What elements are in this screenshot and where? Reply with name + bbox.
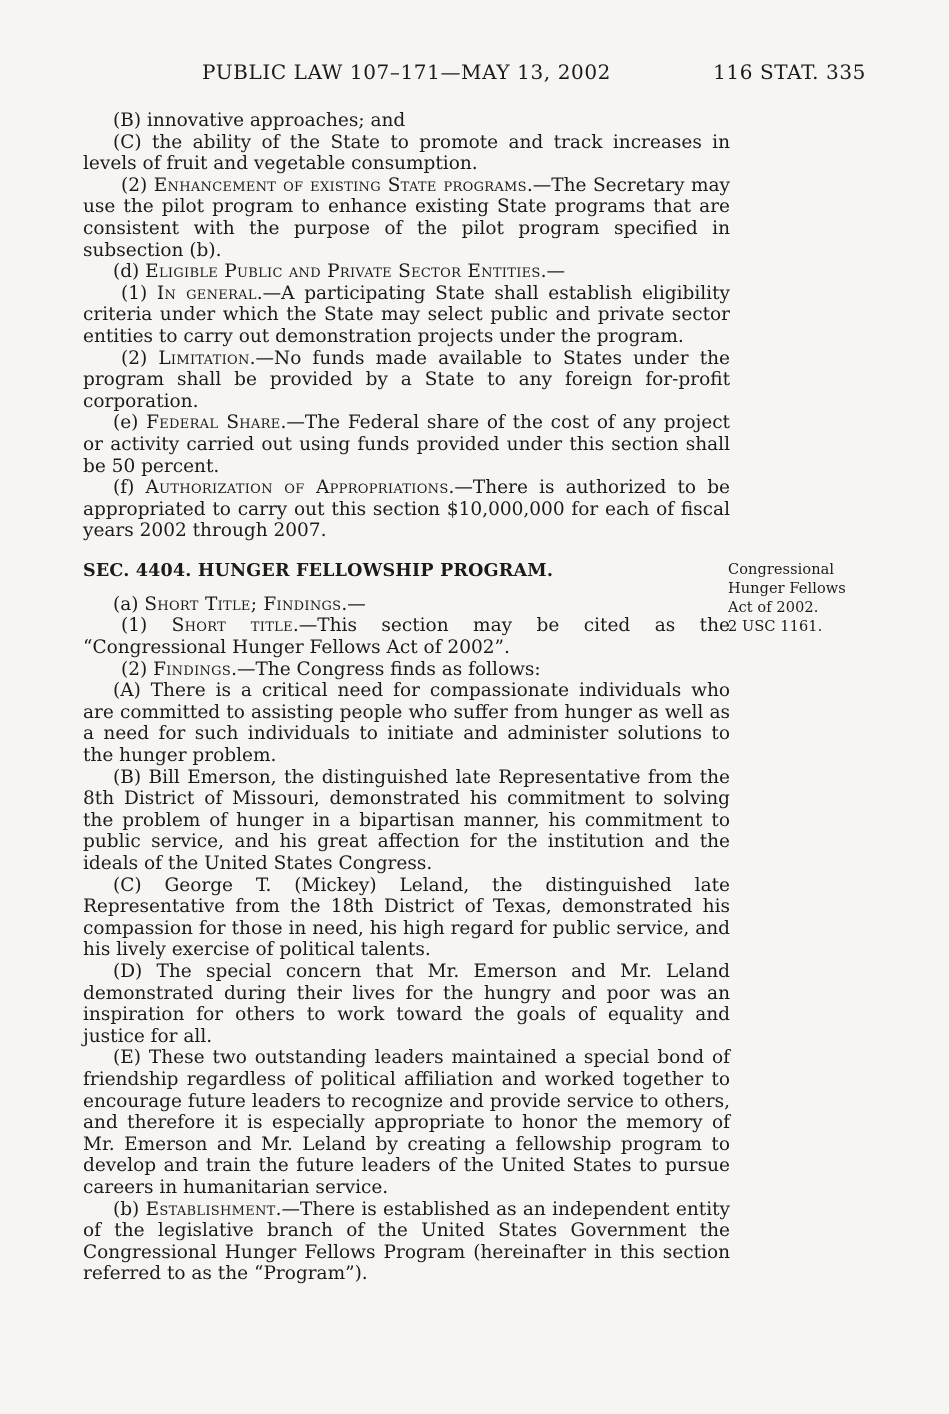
paragraphs-after-heading	[83, 594, 730, 1285]
statute-paragraph	[83, 594, 730, 616]
statute-paragraph	[83, 110, 730, 132]
smallcaps-run: Limitation	[158, 347, 250, 369]
statute-paragraph	[83, 875, 730, 961]
text-run: (E) These two outstanding leaders maintained a special bond of friendship regardless of political affiliation and worked together to encourage future leaders to recognize and provide service to others, and therefore it is especially appropriate to honor the memory of Mr. Emerson and Mr. Leland by creating a fellowship program to develop and train the future leaders of the United States to pursue careers in humanitarian service.	[83, 1047, 730, 1198]
text-run: (b)	[113, 1198, 146, 1220]
text-run: .—No funds made available to States under the program shall be provided by a State to any foreign for-profit corporation.	[83, 347, 730, 412]
statute-paragraph	[83, 615, 730, 658]
statute-paragraph	[83, 680, 730, 766]
text-run: (B) Bill Emerson, the distinguished late Representative from the 8th District of Missouri, demonstrated his commitment to solving the problem of hunger in a bipartisan manner, his commitment to public service, and his great affection for the institution and the ideals of the United States Congress.	[83, 766, 730, 874]
page-content	[83, 60, 866, 1285]
header-law-title: PUBLIC LAW 107–171—MAY 13, 2002	[201, 60, 611, 84]
text-run: .—There is authorized to be appropriated to carry out this section $10,000,000 for each of fiscal years 2002 through 2007.	[83, 477, 730, 542]
smallcaps-run: Short title	[171, 615, 293, 637]
statute-paragraph	[83, 961, 730, 1047]
text-run: .—A participating State shall establish eligibility criteria under which the State may select public and private sector entities to carry out demonstration projects under the program.	[83, 282, 730, 347]
margin-note-act-title: Congressional Hunger Fellows Act of 2002.	[728, 561, 846, 616]
smallcaps-run: In general	[156, 282, 257, 304]
statute-paragraph	[83, 283, 730, 348]
statute-paragraph	[83, 412, 730, 477]
smallcaps-run: Authorization of Appropriations	[145, 477, 449, 499]
smallcaps-run: Federal Share	[146, 412, 281, 434]
page-header	[83, 60, 866, 86]
statute-paragraph	[83, 659, 730, 681]
section-heading-text: SEC. 4404. HUNGER FELLOWSHIP PROGRAM.	[83, 560, 554, 581]
text-run: .—	[341, 593, 366, 615]
text-run: (D) The special concern that Mr. Emerson and Mr. Leland demonstrated during their lives for the hungry and poor was an inspiration for others to work toward the goals of equality and justice for all.	[83, 960, 730, 1047]
smallcaps-run: Eligible Public and Private Sector Entities	[145, 261, 541, 283]
text-run: (B) innovative approaches; and	[113, 110, 406, 131]
text-run: (a)	[113, 593, 145, 615]
text-run: (1)	[121, 615, 172, 637]
text-run: (C) the ability of the State to promote and track increases in levels of fruit and vegetable consumption.	[83, 131, 730, 175]
statute-paragraph	[83, 132, 730, 175]
smallcaps-run: Establishment	[145, 1198, 276, 1220]
statute-paragraph	[83, 1199, 730, 1285]
text-run: (f)	[113, 477, 146, 499]
statute-paragraph	[83, 767, 730, 875]
text-run: .—The Secretary may use the pilot program to enhance existing State programs that are consistent with the purpose of the pilot program specified in subsection (b).	[83, 174, 730, 261]
text-run: .—	[540, 261, 566, 283]
smallcaps-run: Short Title; Findings	[144, 593, 342, 615]
text-run: (2)	[121, 658, 154, 680]
text-run: .—The Federal share of the cost of any project or activity carried out using funds provided under this section shall be 50 percent.	[83, 412, 730, 477]
text-run: .—This section may be cited as the “Congressional Hunger Fellows Act of 2002”.	[83, 615, 730, 659]
smallcaps-run: Enhancement of existing State programs	[153, 174, 527, 196]
paragraphs-before-heading	[83, 110, 730, 542]
statute-paragraph	[83, 175, 730, 261]
text-run: (1)	[121, 282, 157, 304]
text-run: (C) George T. (Mickey) Leland, the distinguished late Representative from the 18th District of Texas, demonstrated his compassion for those in need, his high regard for public service, and his lively exercise of political talents.	[83, 874, 730, 961]
statute-paragraph	[83, 348, 730, 413]
header-stat-ref: 116 STAT. 335	[713, 60, 866, 84]
text-run: (e)	[113, 412, 147, 434]
statute-paragraph	[83, 477, 730, 542]
statute-paragraph	[83, 261, 730, 283]
text-run: (A) There is a critical need for compassionate individuals who are committed to assisting people who suffer from hunger as well as a need for such individuals to initiate and administer solutions to the hunger problem.	[83, 680, 730, 767]
body-text-column	[83, 110, 846, 1285]
text-run: .—There is established as an independent entity of the legislative branch of the United States Government the Congressional Hunger Fellows Program (hereinafter in this section referred to as the “Program”).	[83, 1198, 730, 1285]
statute-paragraph	[83, 1047, 730, 1198]
smallcaps-run: Findings	[153, 658, 232, 680]
text-run: (2)	[121, 174, 154, 196]
text-run: .—The Congress finds as follows:	[231, 658, 541, 680]
text-run: (2)	[121, 347, 159, 369]
margin-notes	[728, 561, 868, 637]
margin-note-usc-citation: 2 USC 1161.	[728, 618, 823, 635]
text-run: (d)	[113, 261, 146, 283]
